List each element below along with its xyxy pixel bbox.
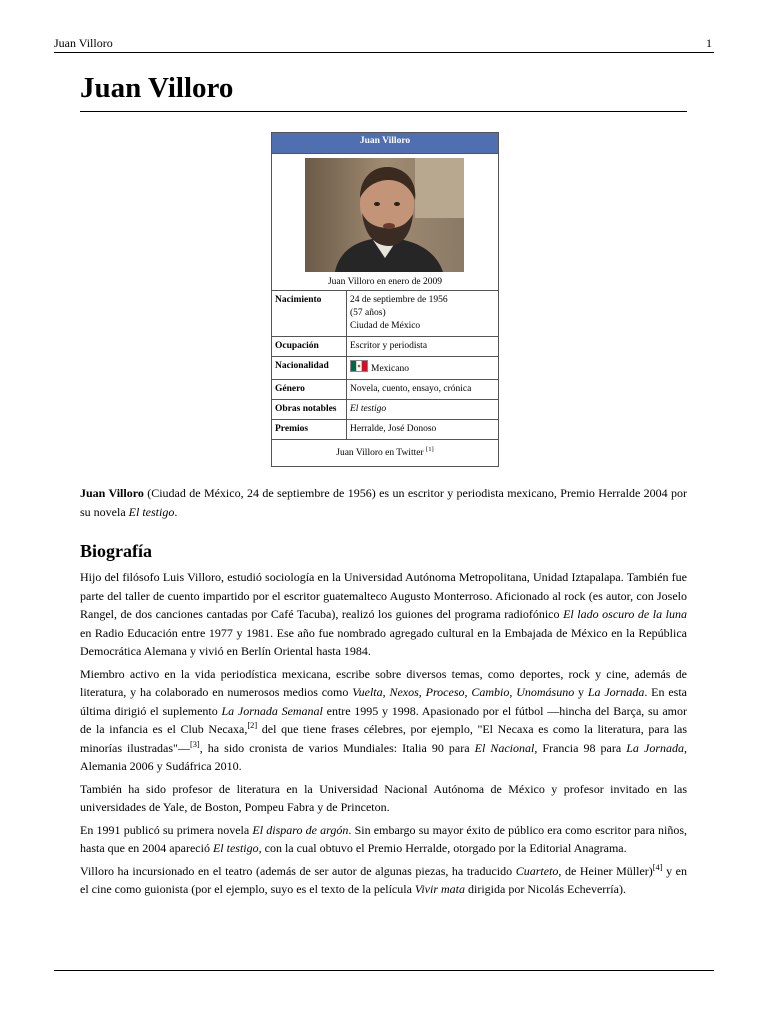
bio-text: Hijo del filósofo Luis Villoro, estudió sociología en la Universidad Autónoma Metropolitana, Unidad Iztapalapa. También fue parte del taller de cuento impartido por el escritor guatemalteco Augusto Monterroso. Aficionado al rock (es autor, con Joselo Rangel, de dos canciones cantadas por Café Tacuba), realizó los guiones del programa radiofónico [80, 570, 687, 621]
infobox-value [347, 357, 498, 379]
bio-text: entre 1995 y 1998. Apasionado por el fútbol —hincha del Barça, su amor de la infancia es el Club Necaxa, [80, 703, 688, 736]
infobox-row-obras [272, 400, 498, 420]
portrait-image [305, 158, 464, 272]
newspaper-title: El Nacional [474, 740, 535, 755]
infobox-row-genero [272, 380, 498, 400]
intro-paragraph [80, 484, 687, 525]
biography-section [80, 568, 687, 903]
novel-title: El disparo de argón [252, 822, 349, 837]
infobox-row-premios [272, 420, 498, 440]
novel-link[interactable]: El testigo [128, 504, 175, 519]
infobox-label: Obras notables [272, 400, 347, 419]
bio-paragraph-3: También ha sido profesor de literatura en la Universidad Nacional Autónoma de México y profesor invitado en las universidades de Yale, de Boston, Pompeu Fabra y de Princeton. [80, 781, 687, 814]
title-rule [80, 111, 687, 112]
infobox-footer [272, 440, 498, 466]
bio-text: , de Heiner Müller) [558, 863, 653, 878]
header-rule [54, 52, 714, 53]
infobox-row-nacionalidad [272, 357, 498, 380]
infobox-header: Juan Villoro [272, 133, 498, 154]
infobox-label: Premios [272, 420, 347, 439]
bio-paragraph-1 [80, 568, 687, 661]
bio-text: , Alemania 2006 y Sudáfrica 2010. [80, 740, 687, 773]
infobox-value: Herralde, José Donoso [350, 424, 437, 434]
running-header [54, 36, 714, 50]
media-title: La Jornada [587, 685, 645, 699]
media-title: Cambio [471, 685, 510, 699]
media-title: Nexos [389, 685, 419, 699]
separator: , [509, 685, 517, 699]
newspaper-title: La Jornada [626, 740, 684, 755]
media-title: Vuelta [352, 685, 383, 699]
infobox [271, 132, 499, 467]
infobox-value: Escritor y periodista [350, 341, 428, 351]
media-title: Proceso [425, 685, 465, 699]
page-number: 1 [706, 36, 712, 50]
bio-paragraph-4 [80, 821, 687, 858]
novel-title: El testigo [212, 841, 259, 855]
age: (57 años) [350, 308, 386, 318]
subject-name: Juan Villoro [80, 486, 144, 500]
bio-text: Miembro activo en la vida periodística mexicana, escribe sobre diversos temas, como deportes, rock y cine, además de literatura, y ha colaborado en numerosos medios como [80, 666, 687, 699]
intro-text: (Ciudad de México, 24 de septiembre de 1956) es un escritor y periodista mexicano, Premio Herralde 2004 por su novela [80, 486, 688, 519]
separator: , [464, 685, 472, 699]
notable-work-link[interactable]: El testigo [350, 404, 387, 414]
film-title: Vivir mata [414, 882, 466, 896]
intro-text-end: . [174, 504, 178, 519]
infobox-value: Novela, cuento, ensayo, crónica [350, 384, 472, 394]
reference-2[interactable]: [2] [247, 721, 258, 730]
infobox-label: Nacionalidad [272, 357, 347, 379]
radio-program-title: El lado oscuro de la luna [563, 607, 687, 621]
portrait-photo[interactable] [305, 158, 464, 272]
infobox-row-nacimiento [272, 291, 498, 337]
bio-paragraph-2 [80, 665, 687, 776]
bio-text: , Francia 98 para [534, 740, 627, 755]
page-title: Juan Villoro [80, 72, 234, 104]
infobox-label: Género [272, 380, 347, 399]
nationality-link[interactable]: Mexicano [371, 364, 409, 374]
infobox-value [347, 400, 498, 419]
separator: y [574, 685, 588, 699]
bio-text: . Sin embargo su mayor éxito de público era como escritor para niños, hasta que en 2004 apareció [80, 822, 687, 855]
reference-1[interactable]: [1] [425, 445, 434, 453]
mexico-flag-icon [350, 360, 368, 372]
bio-text: y en el cine como guionista (por el ejemplo, suyo es el texto de la película [80, 863, 688, 896]
supplement-title: La Jornada Semanal [221, 703, 323, 718]
infobox-label: Nacimiento [272, 291, 347, 336]
reference-4[interactable]: [4] [652, 862, 663, 872]
twitter-link[interactable]: Juan Villoro en Twitter [336, 448, 424, 458]
separator: , [418, 685, 426, 699]
bio-text: , con la cual obtuvo el Premio Herralde, otorgado por la Editorial Anagrama. [258, 841, 627, 855]
bio-text: Villoro ha incursionado en el teatro (además de ser autor de algunas piezas, ha traducido [80, 863, 516, 878]
bio-text: del que tiene frases célebres, por ejemplo, "El Necaxa es como la literatura, para las minorías ilustradas"— [80, 722, 688, 755]
bio-text: En 1991 publicó su primera novela [80, 822, 253, 837]
bio-paragraph-5 [80, 862, 687, 899]
bio-text: , ha sido cronista de varios Mundiales: Italia 90 para [199, 740, 475, 755]
infobox-image-caption: Juan Villoro en enero de 2009 [272, 274, 498, 291]
birth-place[interactable]: Ciudad de México [350, 321, 421, 331]
bio-text: en Radio Educación entre 1977 y 1981. Ese año fue nombrado agregado cultural en la Embajada de México en la República Democrática Alemana y vivió en Berlín Oriental hasta 1984. [80, 625, 687, 658]
bio-text: dirigida por Nicolás Echeverría). [465, 882, 626, 896]
birth-date[interactable]: 24 de septiembre de 1956 [350, 295, 448, 305]
infobox-label: Ocupación [272, 337, 347, 356]
reference-3[interactable]: [3] [189, 739, 200, 749]
play-title: Cuarteto [515, 863, 559, 878]
media-title: Unomásuno [516, 685, 575, 699]
infobox-value [347, 291, 498, 336]
footer-rule [54, 970, 714, 971]
bio-text: . En esta última dirigió el suplemento [80, 685, 687, 718]
infobox-row-ocupacion [272, 337, 498, 357]
separator: , [382, 685, 390, 699]
infobox-image-area [272, 154, 498, 274]
section-heading-biografia: Biografía [80, 541, 152, 561]
running-header-title: Juan Villoro [54, 36, 113, 50]
